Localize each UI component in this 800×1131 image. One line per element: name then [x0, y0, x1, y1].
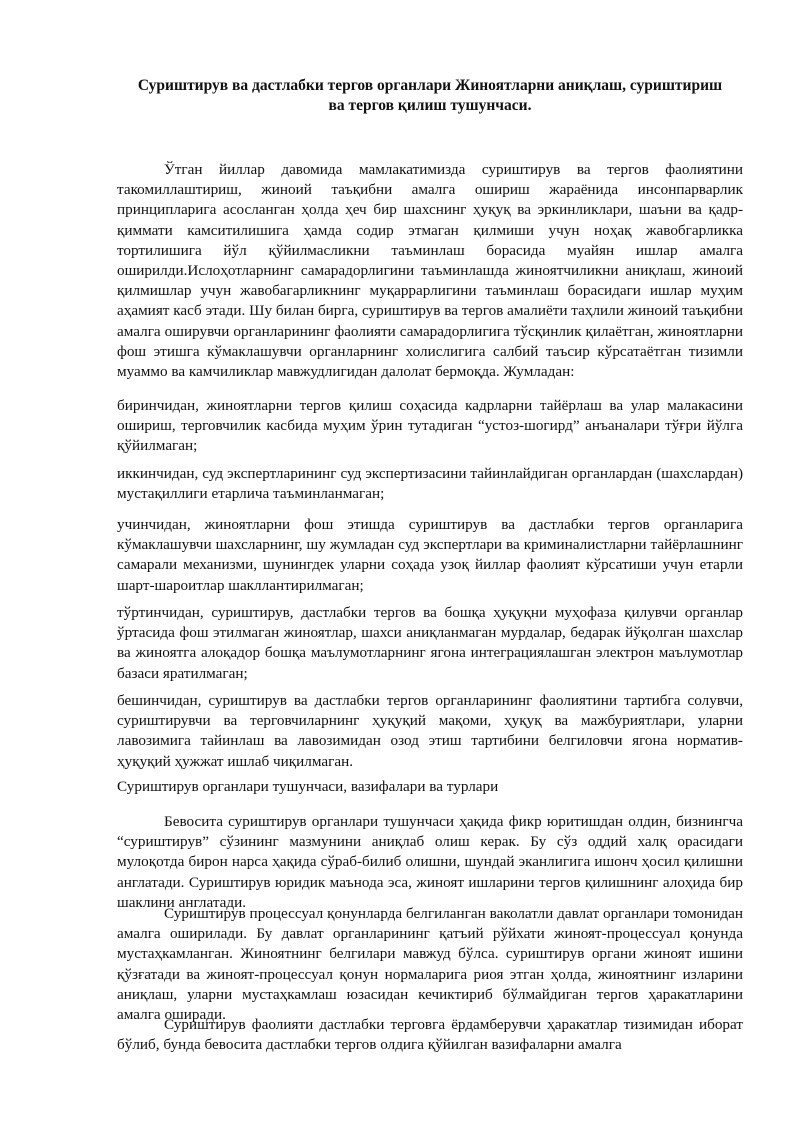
point-second-paragraph: иккинчидан, суд экспертларининг суд экспертизасини тайинлайдиган органлардан (шахслардан) мустақиллиги етарлича таъминланмаган; — [117, 465, 743, 503]
definition-paragraph: Бевосита суриштирув органлари тушунчаси ҳақида фикр юритишдан олдин, бизнингча “суриштирув” сўзининг мазмунини аниқлаб олиш керак. Бу сўз оддий халқ орасидаги мулоқотда бирон нарса ҳақида сўраб-билиб олишни, шундай эканлигига ишонч ҳосил қилишни англатади. Суриштирув юридик маънода эса, жиноят ишларини тергов қилишнинг алоҳида бир шаклини англатади. — [117, 813, 743, 911]
procedure-paragraph: Суриштирув процессуал қонунларда белгиланган ваколатли давлат органлари томонидан амалга оширилади. Бу давлат органларининг қатъий рўйхати жиноят-процессуал қонунда мустаҳкамланган. Жиноятнинг белгилари мавжуд бўлса. суриштирув органи жиноят ишини қўзғатади ва жиноят-процессуал қонун нормаларига риоя этган ҳолда, жиноятнинг изларини аниқлаш, уларни мустаҳкамлаш юзасидан кечиктириб бўлмайдиган тергов ҳаракатларини амалга оширади. — [117, 905, 743, 1024]
point-third-paragraph: учинчидан, жиноятларни фош этишда суриштирув ва дастлабки тергов органларига кўмаклашувчи шахсларнинг, шу жумладан суд экспертлари ва криминалистларни тайёрлашнинг самарали механизми, шунингдек уларни соҳада узоқ йиллар фаолият кўрсатиши учун етарли шарт-шароитлар шакллантирилмаган; — [117, 516, 743, 594]
point-first-paragraph: биринчидан, жиноятларни тергов қилиш соҳасида кадрларни тайёрлаш ва улар малакасини ошириш, терговчилик касбида муҳим ўрин тутадиган “устоз-шогирд” анъаналари тўғри йўлга қўйилмаган; — [117, 397, 743, 455]
section-heading: Суриштирув органлари тушунчаси, вазифалари ва турлари — [117, 778, 499, 795]
intro-paragraph: Ўтган йиллар давомида мамлакатимизда суриштирув ва тергов фаолиятини такомиллаштириш, жиноий таъқибни амалга ошириш жараёнида инсонпарварлик принципларига асосланган ҳолда ҳеч бир шахснинг ҳуқуқ ва эркинликлари, шаъни ва қадр-қиммати камситилишига ҳамда содир этмаган қилмиши учун ноҳақ жавобгарликка тортилишига йўл қўйилмасликни таъминлаш борасида муайян ишлар амалга оширилди.Ислоҳотларнинг самарадорлигини таъминлашда жиноятчиликни аниқлаш, жиноий қилмишлар учун жавобагарликнинг муқаррарлигини таъминлаш борасидаги ишлар муҳим аҳамият касб этади. Шу билан бирга, суриштирув ва тергов амалиёти таҳлили жиноий таъқибни амалга оширувчи органларининг фаолияти самарадорлигига тўсқинлик қилаётган, жиноятларни фош этишга кўмаклашувчи органларнинг холислигига салбий таъсир кўрсатаётган тизимли муаммо ва камчиликлар мавжудлигидан далолат бермоқда. Жумладан: — [117, 161, 743, 381]
title-line-2: ва тергов қилиш тушунчаси. — [328, 97, 532, 114]
point-fifth-paragraph: бешинчидан, суриштирув ва дастлабки тергов органларининг фаолиятини тартибга солувчи, суриштирувчи ва терговчиларнинг ҳуқуқий мақоми, ҳуқуқ ва мажбуриятлари, уларни лавозимига тайинлаш ва лавозимидан озод этиш тартибини белгиловчи ягона норматив-ҳуқуқий ҳужжат ишлаб чиқилмаган. — [117, 692, 743, 770]
document-title — [110, 76, 750, 116]
activity-paragraph: Суриштирув фаолияти дастлабки терговга ёрдамберувчи ҳаракатлар тизимидан иборат бўлиб, бунда бевосита дастлабки тергов олдига қўйилган вазифаларни амалга — [117, 1016, 743, 1054]
point-fourth-paragraph: тўртинчидан, суриштирув, дастлабки тергов ва бошқа ҳуқуқни муҳофаза қилувчи органлар ўртасида фош этилмаган жиноятлар, шахси аниқланмаган мурдалар, бедарак йўқолган шахслар ва жиноятга алоқадор бошқа маълумотларнинг ягона интеграциялашган электрон маълумотлар базаси яратилмаган; — [117, 604, 743, 682]
title-line-1: Суриштирув ва дастлабки тергов органлари Жиноятларни аниқлаш, суриштириш — [137, 77, 723, 94]
